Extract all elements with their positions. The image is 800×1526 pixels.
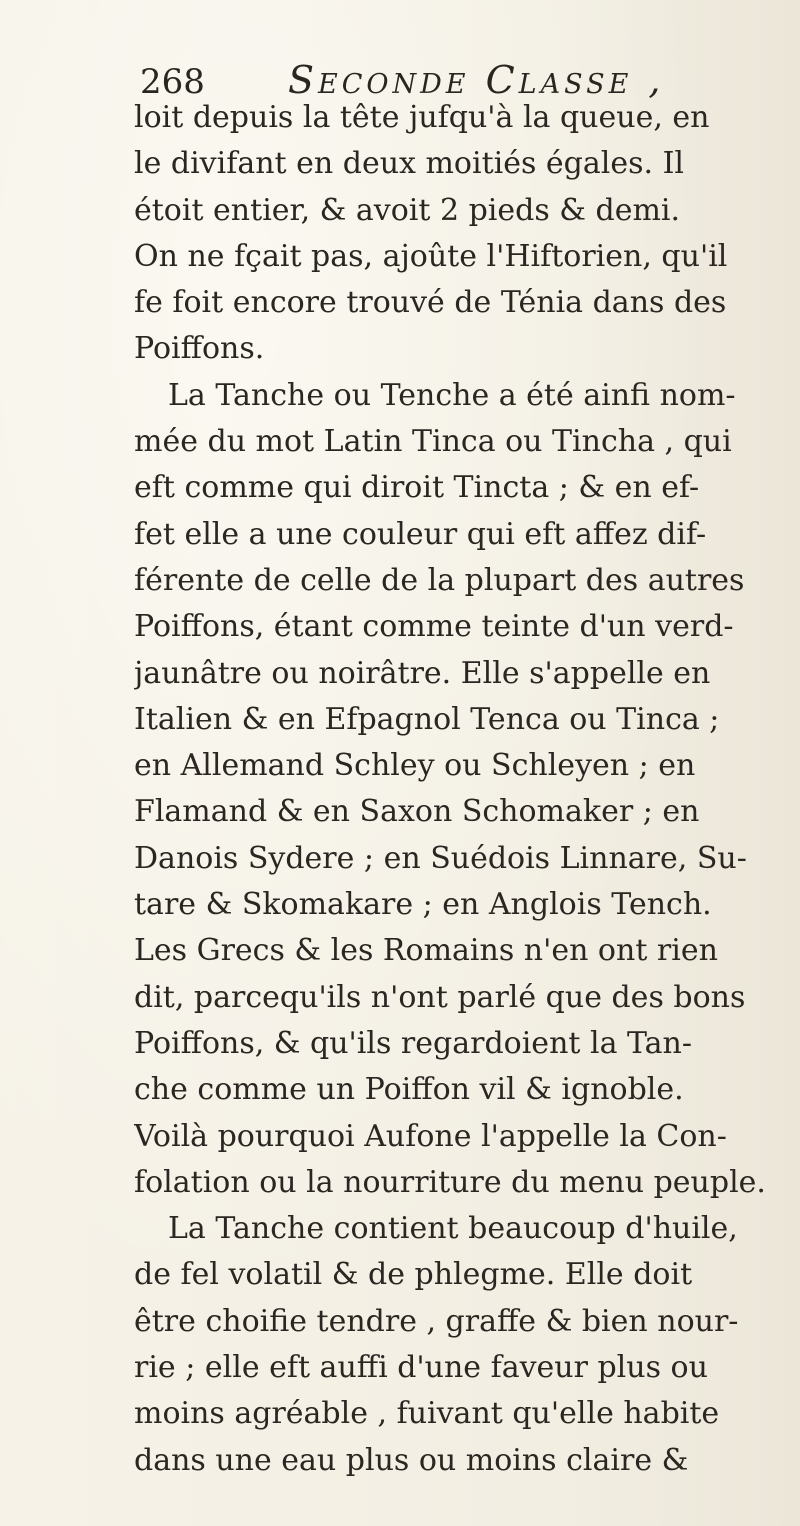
text-line: Voilà pourquoi Aufone l'appelle la Con- <box>134 1118 727 1154</box>
text-line: le divifant en deux moitiés égales. Il <box>134 146 685 182</box>
text-line: loit depuis la tête jufqu'à la queue, en <box>134 100 710 135</box>
text-line: férente de celle de la plupart des autres <box>134 562 745 598</box>
text-line: dit, parcequ'ils n'ont parlé que des bons <box>134 979 746 1015</box>
text-line: de fel volatil & de phlegme. Elle doit <box>134 1257 693 1293</box>
page-body <box>134 95 774 1484</box>
text-line: être choifie tendre , graffe & bien nour- <box>134 1303 739 1339</box>
paragraph-1 <box>134 95 774 373</box>
text-line: rie ; elle eft auffi d'une faveur plus ou <box>134 1350 708 1386</box>
text-line: Les Grecs & les Romains n'en ont rien <box>134 933 718 969</box>
text-line: tare & Skomakare ; en Anglois Tench. <box>134 887 712 923</box>
text-line: La Tanche ou Tenche a été ainfi nom- <box>168 377 736 413</box>
text-line: Poiffons, étant comme teinte d'un verd- <box>134 609 734 645</box>
text-line: folation ou la nourriture du menu peuple. <box>134 1164 766 1200</box>
text-line: Danois Sydere ; en Suédois Linnare, Su- <box>134 840 747 876</box>
text-line: mée du mot Latin Tinca ou Tincha , qui <box>134 424 732 460</box>
text-line: On ne fçait pas, ajoûte l'Hiftorien, qu'il <box>134 238 728 274</box>
text-line: Poiffons. <box>134 331 265 367</box>
text-line: eft comme qui diroit Tincta ; & en ef- <box>134 470 700 506</box>
text-line: fe foit encore trouvé de Ténia dans des <box>134 285 727 321</box>
text-line: Flamand & en Saxon Schomaker ; en <box>134 794 700 830</box>
text-line: Poiffons, & qu'ils regardoient la Tan- <box>134 1025 693 1061</box>
text-line: moins agréable , fuivant qu'elle habite <box>134 1396 720 1432</box>
text-line: étoit entier, & avoit 2 pieds & demi. <box>134 192 681 228</box>
text-line: che comme un Poiffon vil & ignoble. <box>134 1072 684 1108</box>
text-line: en Allemand Schley ou Schleyen ; en <box>134 748 696 784</box>
page-number: 268 <box>140 62 205 102</box>
paragraph-2 <box>134 373 774 1206</box>
running-title: Seconde Classe , <box>288 58 665 102</box>
text-line: Italien & en Efpagnol Tenca ou Tinca ; <box>134 701 720 737</box>
text-line: dans une eau plus ou moins claire & <box>134 1442 689 1478</box>
text-line: fet elle a une couleur qui eft affez dif- <box>134 516 707 552</box>
text-line: La Tanche contient beaucoup d'huile, <box>168 1211 738 1247</box>
paragraph-3 <box>134 1206 774 1484</box>
text-line: jaunâtre ou noirâtre. Elle s'appelle en <box>134 655 711 691</box>
